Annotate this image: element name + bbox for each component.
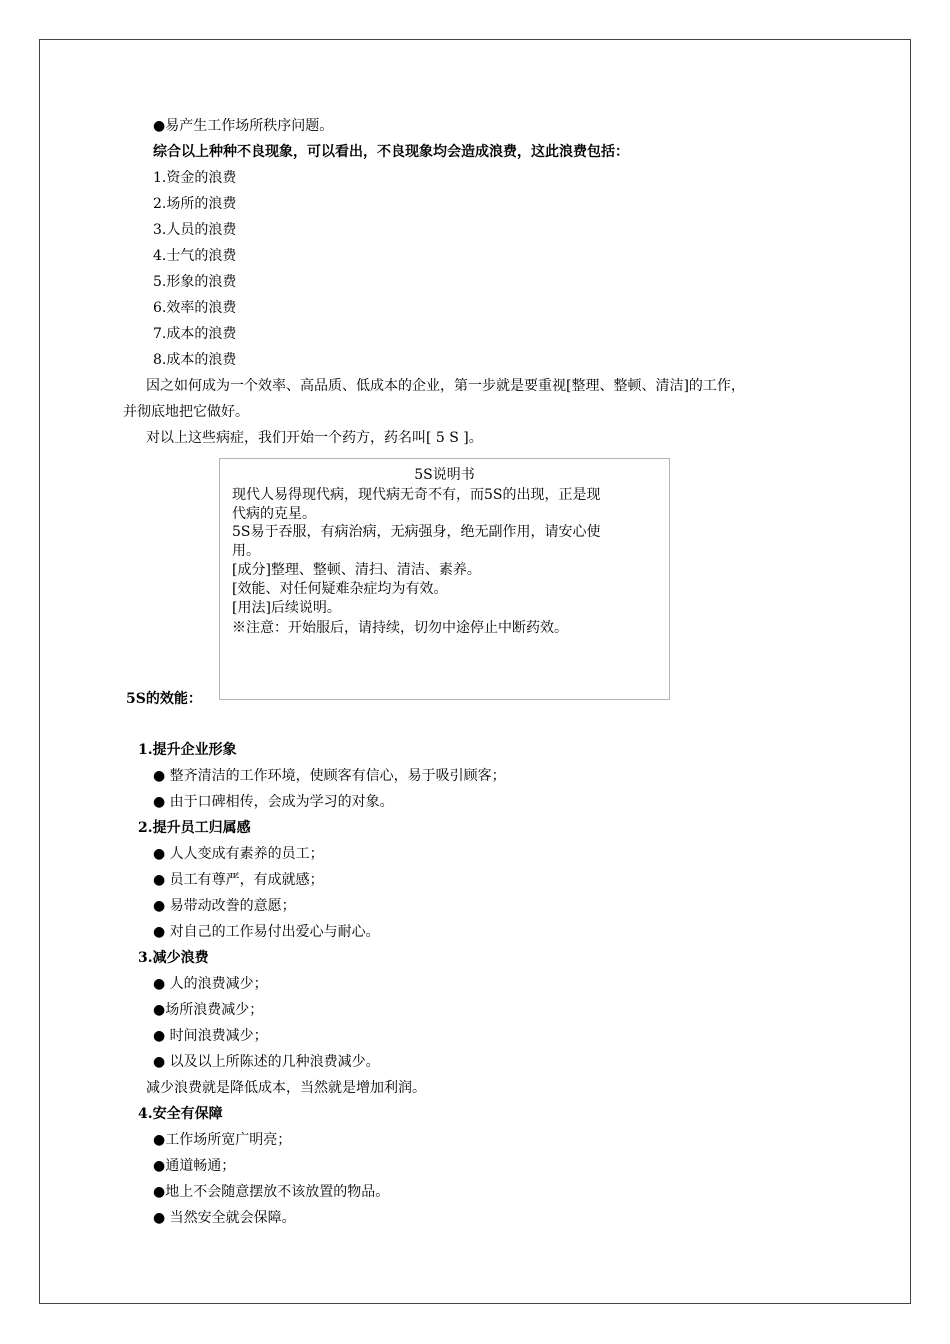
- waste-item: 4.士气的浪费: [153, 248, 237, 264]
- bullet-item: ● 人人变成有素养的员工；: [153, 846, 324, 862]
- bullet-item: ● 对自己的工作易付出爱心与耐心。: [153, 924, 380, 940]
- waste-item: 2.场所的浪费: [153, 196, 237, 212]
- bullet-item: ●通道畅通；: [153, 1158, 236, 1174]
- box-line: 5S易于吞服，有病治病，无病强身，绝无副作用，请安心使: [232, 524, 601, 540]
- waste-item: 1.资金的浪费: [153, 170, 237, 186]
- paragraph-line: 对以上这些病症，我们开始一个药方，药名叫[ 5 S ]。: [146, 430, 483, 446]
- paragraph-line: 并彻底地把它做好。: [123, 404, 249, 420]
- section-note: 减少浪费就是降低成本，当然就是增加利润。: [146, 1080, 426, 1096]
- waste-item: 5.形象的浪费: [153, 274, 237, 290]
- box-line: [效能、对任何疑难杂症均为有效。: [232, 581, 448, 597]
- bullet-item: ● 由于口碑相传，会成为学习的对象。: [153, 794, 394, 810]
- section-title: 1.提升企业形象: [138, 742, 237, 758]
- box-line: 用。: [232, 543, 260, 559]
- bullet-item: ● 员工有尊严，有成就感；: [153, 872, 324, 888]
- efficacy-heading: 5S的效能：: [126, 691, 202, 707]
- section-title: 2.提升员工归属感: [138, 820, 251, 836]
- intro-bullet: ●易产生工作场所秩序问题。: [153, 118, 334, 134]
- waste-item: 7.成本的浪费: [153, 326, 237, 342]
- bullet-item: ● 以及以上所陈述的几种浪费减少。: [153, 1054, 380, 1070]
- waste-item: 8.成本的浪费: [153, 352, 237, 368]
- box-line: ※注意：开始服后，请持续，切勿中途停止中断药效。: [232, 620, 568, 636]
- paragraph-line: 因之如何成为一个效率、高品质、低成本的企业，第一步就是要重视[整理、整顿、清洁]的工作，: [146, 378, 745, 394]
- 5s-manual-box: [219, 458, 670, 700]
- bullet-item: ●工作场所宽广明亮；: [153, 1132, 292, 1148]
- section-title: 3.减少浪费: [138, 950, 209, 966]
- box-line: [用法]后续说明。: [232, 600, 341, 616]
- bullet-item: ● 人的浪费减少；: [153, 976, 268, 992]
- bullet-item: ● 整齐清洁的工作环境，使顾客有信心，易于吸引顾客；: [153, 768, 506, 784]
- summary-text: 综合以上种种不良现象，可以看出，不良现象均会造成浪费，这此浪费包括：: [153, 144, 629, 160]
- bullet-item: ● 时间浪费减少；: [153, 1028, 268, 1044]
- box-title: 5S说明书: [414, 467, 475, 483]
- waste-item: 3.人员的浪费: [153, 222, 237, 238]
- section-title: 4.安全有保障: [138, 1106, 223, 1122]
- box-line: [成分]整理、整顿、清扫、清洁、素养。: [232, 562, 481, 578]
- bullet-item: ● 当然安全就会保障。: [153, 1210, 296, 1226]
- waste-item: 6.效率的浪费: [153, 300, 237, 316]
- box-line: 现代人易得现代病，现代病无奇不有，而5S的出现，正是现: [232, 487, 601, 503]
- box-line: 代病的克星。: [232, 506, 316, 522]
- bullet-item: ●地上不会随意摆放不该放置的物品。: [153, 1184, 390, 1200]
- bullet-item: ●场所浪费减少；: [153, 1002, 264, 1018]
- bullet-item: ● 易带动改誊的意愿；: [153, 898, 296, 914]
